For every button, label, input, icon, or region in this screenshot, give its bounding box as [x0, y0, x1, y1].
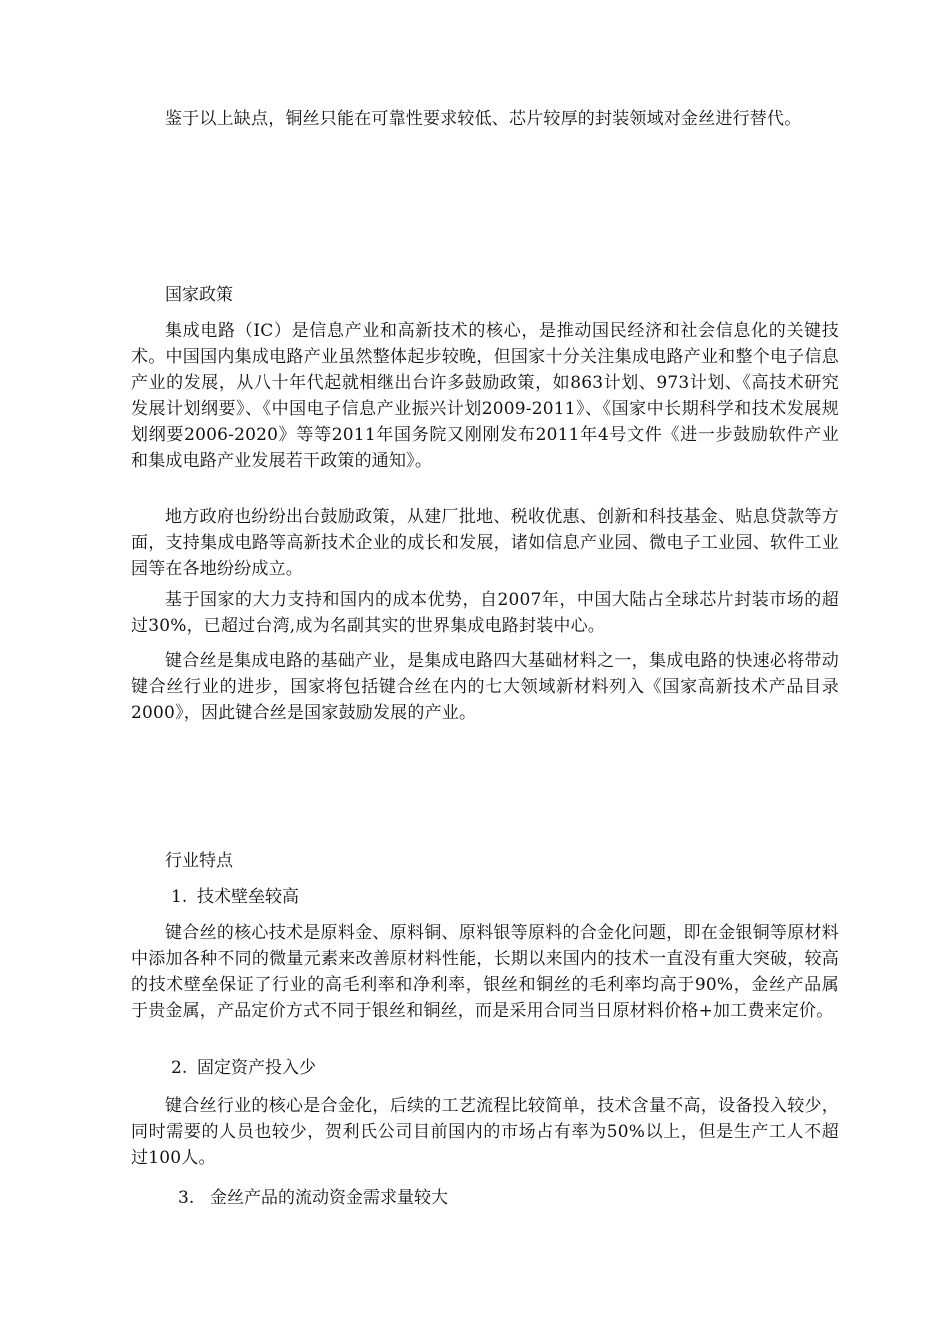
item2-paragraph [131, 1093, 839, 1171]
list-item-1 [131, 884, 839, 910]
policy-heading-text: 国家政策 [165, 285, 233, 305]
policy-paragraph-2 [131, 504, 839, 582]
list-title-2: 固定资产投入少 [197, 1058, 316, 1078]
policy-heading [131, 282, 839, 308]
policy-paragraph-1 [131, 318, 839, 474]
policy-p3-text: 基于国家的大力支持和国内的成本优势，自2007年，中国大陆占全球芯片封装市场的超过30%，已超过台湾,成为名副其实的世界集成电路封装中心。 [131, 590, 839, 636]
list-item-3 [131, 1185, 839, 1211]
industry-heading-text: 行业特点 [165, 851, 233, 871]
policy-p4-text: 键合丝是集成电路的基础产业，是集成电路四大基础材料之一，集成电路的快速必将带动键合丝行业的进步，国家将包括键合丝在内的七大领域新材料列入《国家高新技术产品目录2000》，因此键合丝是国家鼓励发展的产业。 [131, 651, 839, 723]
list-title-3: 金丝产品的流动资金需求量较大 [210, 1188, 448, 1208]
policy-paragraph-3 [131, 587, 839, 639]
policy-paragraph-4 [131, 648, 839, 726]
policy-p1-text: 集成电路（IC）是信息产业和高新技术的核心，是推动国民经济和社会信息化的关键技术。中国国内集成电路产业虽然整体起步较晚，但国家十分关注集成电路产业和整个电子信息产业的发展，从八十年代起就相继出台许多鼓励政策，如863计划、973计划、《高技术研究发展计划纲要》、《中国电子信息产业振兴计划2009-2011》、《国家中长期科学和技术发展规划纲要2006-2020》等等2011年国务院又刚刚发布2011年4号文件《进一步鼓励软件产业和集成电路产业发展若干政策的通知》。 [131, 321, 839, 471]
list-number-3: 3. [178, 1188, 195, 1208]
item1-text: 键合丝的核心技术是原料金、原料铜、原料银等原料的合金化问题，即在金银铜等原材料中添加各种不同的微量元素来改善原材料性能，长期以来国内的技术一直没有重大突破，较高的技术壁垒保证了行业的高毛利率和净利率，银丝和铜丝的毛利率均高于90%，金丝产品属于贵金属，产品定价方式不同于银丝和铜丝，而是采用合同当日原材料价格+加工费来定价。 [131, 923, 839, 1021]
item2-text: 键合丝行业的核心是合金化，后续的工艺流程比较简单，技术含量不高，设备投入较少，同时需要的人员也较少，贺利氏公司目前国内的市场占有率为50%以上，但是生产工人不超过100人。 [131, 1096, 839, 1168]
list-title-1: 技术壁垒较高 [197, 887, 299, 907]
list-number-1: 1. [171, 887, 188, 907]
industry-heading [131, 848, 839, 874]
policy-p2-text: 地方政府也纷纷出台鼓励政策，从建厂批地、税收优惠、创新和科技基金、贴息贷款等方面，支持集成电路等高新技术企业的成长和发展，诸如信息产业园、微电子工业园、软件工业园等在各地纷纷成立。 [131, 507, 839, 579]
item1-paragraph [131, 920, 839, 1024]
list-number-2: 2. [171, 1058, 188, 1078]
list-item-2 [131, 1055, 839, 1081]
intro-paragraph [131, 106, 839, 132]
intro-text: 鉴于以上缺点，铜丝只能在可靠性要求较低、芯片较厚的封装领域对金丝进行替代。 [165, 109, 802, 129]
